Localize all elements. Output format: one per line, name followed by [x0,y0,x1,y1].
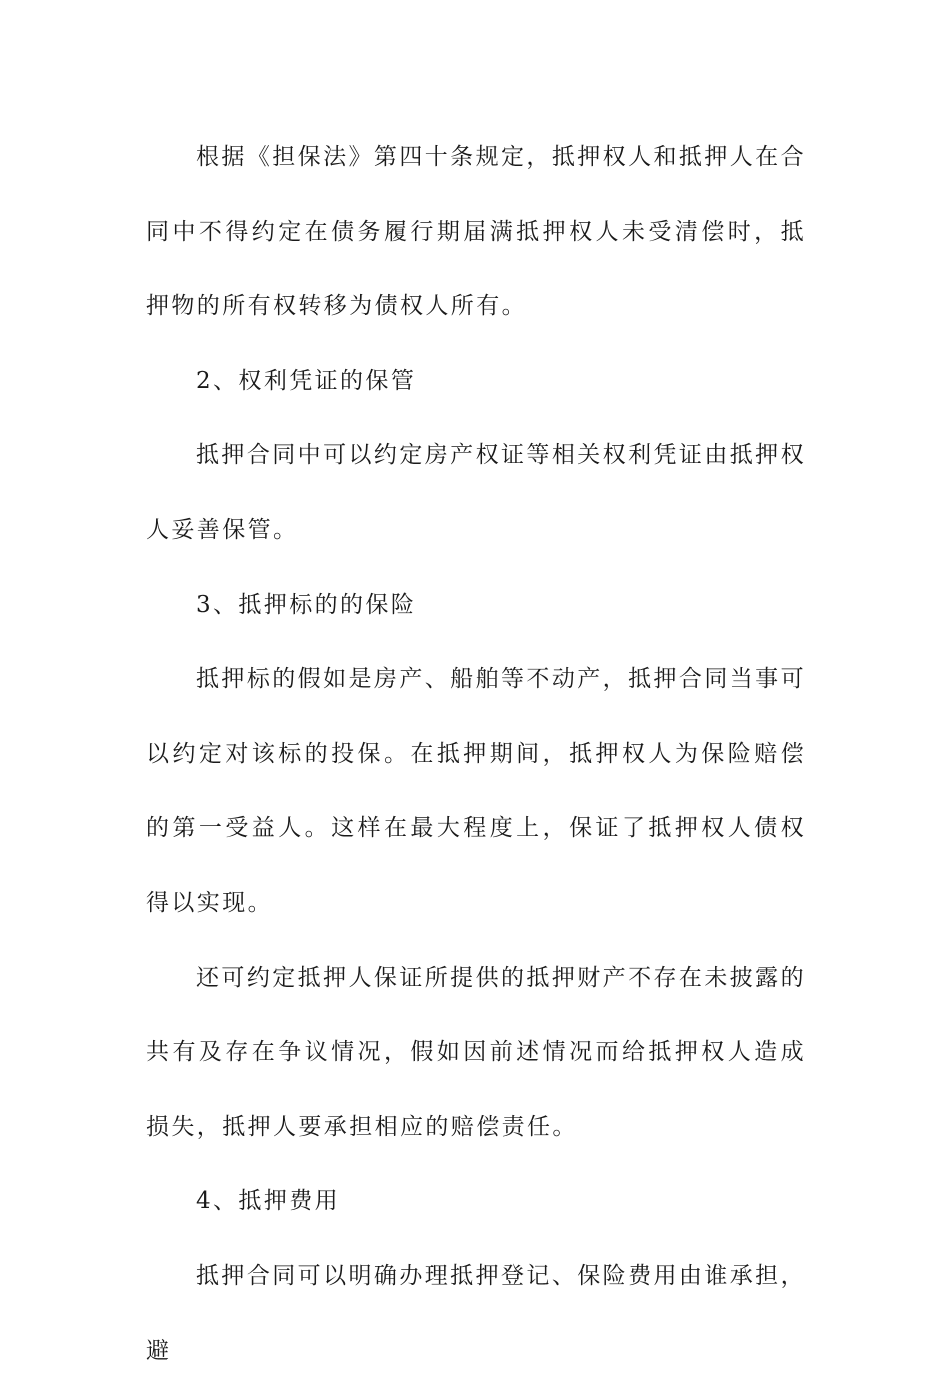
heading-certificate-custody: 2、权利凭证的保管 [196,367,417,394]
paragraph-collateral-insurance: 抵押标的假如是房产、船舶等不动产，抵押合同当事可以约定对该标的投保。在抵押期间，抵押权人为保险赔偿的第一受益人。这样在最大程度上，保证了抵押权人债权得以实现。 [146,666,806,916]
heading-collateral-insurance: 3、抵押标的的保险 [196,591,417,618]
paragraph-mortgage-fees: 抵押合同可以明确办理抵押登记、保险费用由谁承担，避 [146,1262,806,1364]
paragraph-certificate-custody: 抵押合同中可以约定房产权证等相关权利凭证由抵押权人妥善保管。 [146,442,806,543]
paragraph-no-forfeiture-clause: 根据《担保法》第四十条规定，抵押权人和抵押人在合同中不得约定在债务履行期届满抵押权人未受清偿时，抵押物的所有权转移为债权人所有。 [146,144,806,320]
document-body [146,120,806,1388]
heading-mortgage-fees: 4、抵押费用 [196,1188,341,1215]
paragraph-mortgagor-warranty: 还可约定抵押人保证所提供的抵押财产不存在未披露的共有及存在争议情况，假如因前述情况而给抵押权人造成损失，抵押人要承担相应的赔偿责任。 [146,964,806,1140]
